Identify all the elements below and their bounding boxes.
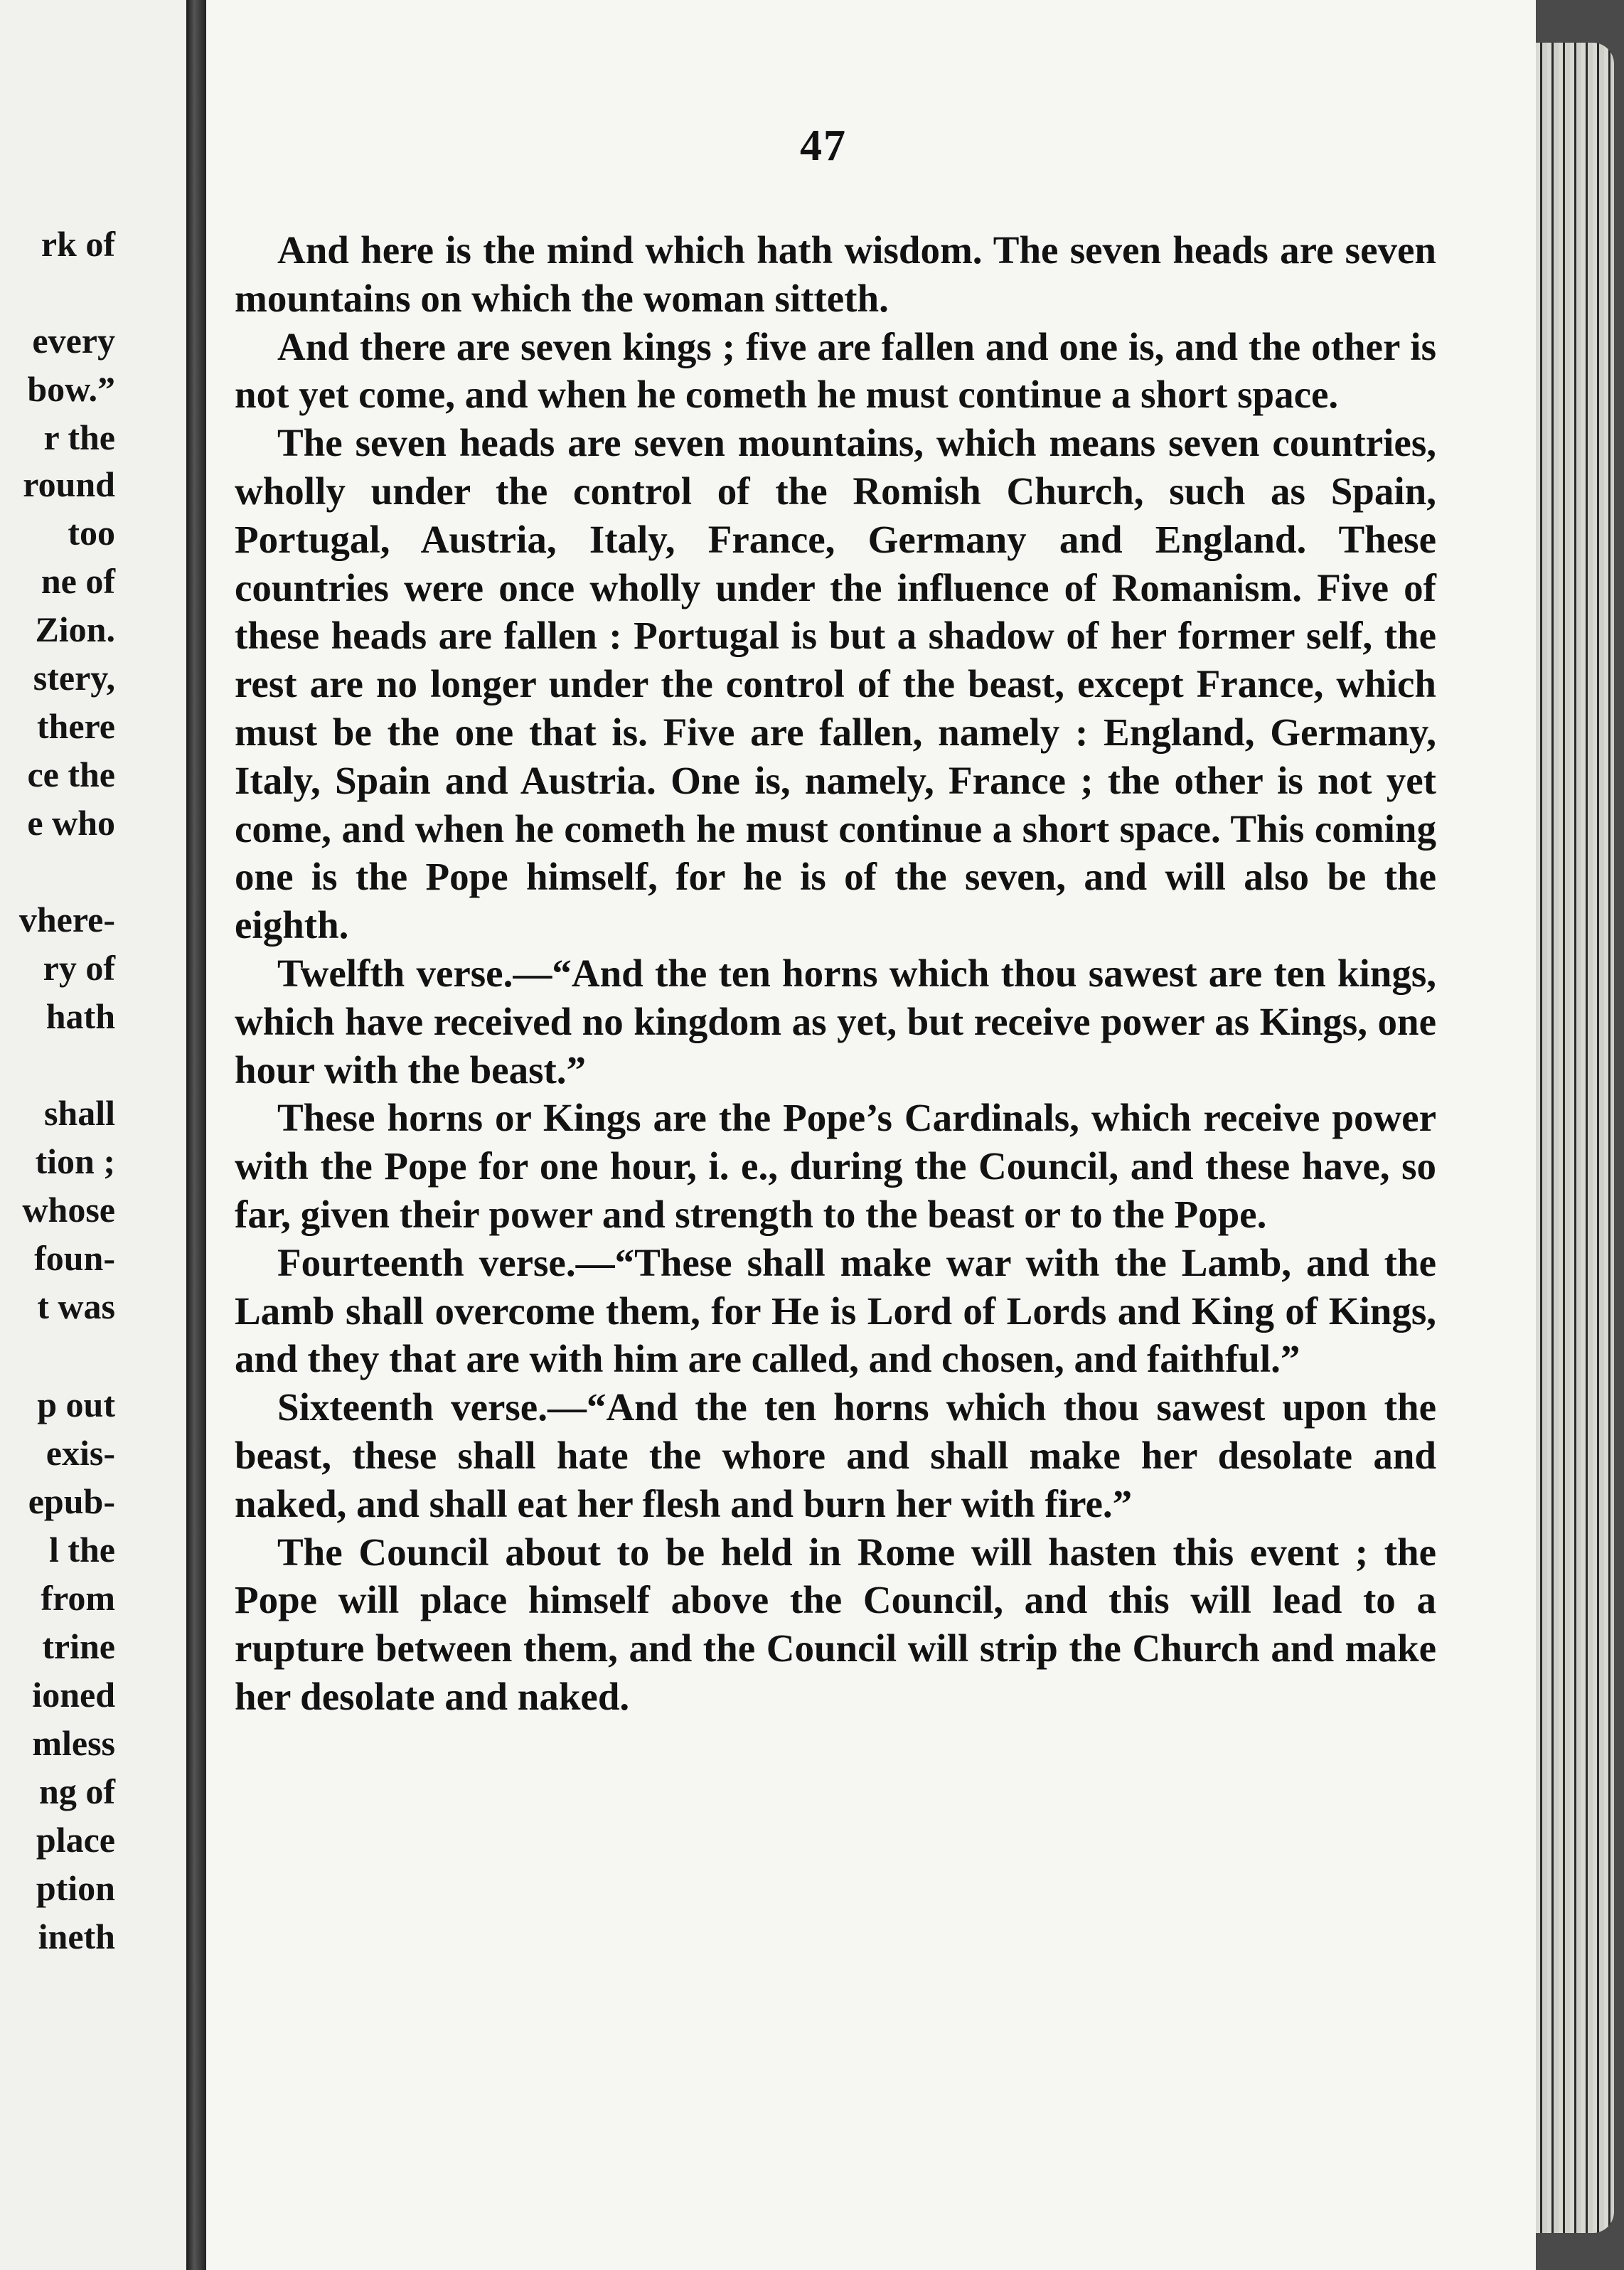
paragraph: These horns or Kings are the Pope’s Cardinals, which receive power with the Pope for one hour, i. e., during the Council, and these have, so far, given their power and strength to the beast or to the Pope. <box>235 1096 1436 1236</box>
paragraph: And there are seven kings ; five are fallen and one is, and the other is not yet come, and when he cometh he must continue a short space. <box>235 324 1436 417</box>
left-page-line: ineth <box>38 1917 115 1956</box>
paragraph: Sixteenth verse.—“And the ten horns which thou sawest upon the beast, these shall hate the whore and shall make her desolate and naked, and shall eat her flesh and burn her with fire.” <box>235 1385 1436 1525</box>
left-page-line: place <box>36 1820 115 1860</box>
left-page-line: epub- <box>28 1481 115 1521</box>
left-page-line: rk of <box>41 224 115 264</box>
left-page-line: ioned <box>32 1675 115 1715</box>
left-page-line: round <box>23 464 115 504</box>
right-page <box>206 0 1536 2270</box>
left-page-line: vhere- <box>18 900 115 939</box>
left-page-line: e who <box>27 803 115 843</box>
paragraph: Fourteenth verse.—“These shall make war with the Lamb, and the Lamb shall overcome them, for He is Lord of Lords and King of Kings, and they that are with him are called, and chosen, and faithful.” <box>235 1240 1436 1381</box>
left-page-line: r the <box>43 417 115 457</box>
book-gutter <box>186 0 206 2270</box>
left-page-line: ry of <box>43 948 115 988</box>
paragraph: The Council about to be held in Rome will hasten this event ; the Pope will place himself above the Council, and this will lead to a rupture between them, and the Council will strip the Church and make her desolate and naked. <box>235 1530 1436 1718</box>
left-page-line: bow.” <box>27 369 115 409</box>
left-page-line: t was <box>37 1286 115 1326</box>
left-page-line: p out <box>37 1385 115 1424</box>
left-page-line: there <box>36 706 115 746</box>
left-page-line: Zion. <box>35 609 115 649</box>
left-page-line: from <box>41 1578 115 1618</box>
left-page-line: ption <box>36 1868 115 1908</box>
left-page-line: ne of <box>41 561 115 601</box>
left-page-line: exis- <box>46 1433 115 1473</box>
left-page-line: ng of <box>39 1771 115 1811</box>
left-page-line: mless <box>32 1723 115 1763</box>
body-text <box>235 226 1436 1721</box>
paragraph: And here is the mind which hath wisdom. The seven heads are seven mountains on which the woman sitteth. <box>235 228 1436 320</box>
paragraph: The seven heads are seven mountains, which means seven countries, wholly under the control of the Romish Church, such as Spain, Portugal, Austria, Italy, France, Germany and England. These countries were once wholly under the influence of Romanism. Five of these heads are fallen : Portugal is but a shadow of her former self, the rest are no longer under the control of the beast, except France, which must be the one that is. Five are fallen, namely : England, Germany, Italy, Spain and Austria. One is, namely, France ; the other is not yet come, and when he cometh he must continue a short space. This coming one is the Pope himself, for he is of the seven, and will also be the eighth. <box>235 421 1436 947</box>
left-page-line: too <box>68 513 115 553</box>
left-page-line: tion ; <box>35 1141 115 1181</box>
left-page-line: every <box>32 321 115 361</box>
left-page-line: hath <box>46 996 115 1036</box>
left-page-edge <box>0 0 186 2270</box>
left-page-line: ce the <box>27 755 115 794</box>
paragraph: Twelfth verse.—“And the ten horns which thou sawest are ten kings, which have received no kingdom as yet, but receive power as Kings, one hour with the beast.” <box>235 951 1436 1092</box>
page-number: 47 <box>800 122 847 170</box>
left-page-line: shall <box>43 1093 115 1133</box>
left-page-line: whose <box>22 1190 115 1230</box>
page-edges <box>1536 43 1614 2233</box>
left-page-line: foun- <box>34 1238 115 1278</box>
left-page-line: l the <box>48 1530 115 1570</box>
left-page-line: trine <box>42 1626 115 1666</box>
left-page-line: stery, <box>33 658 115 698</box>
